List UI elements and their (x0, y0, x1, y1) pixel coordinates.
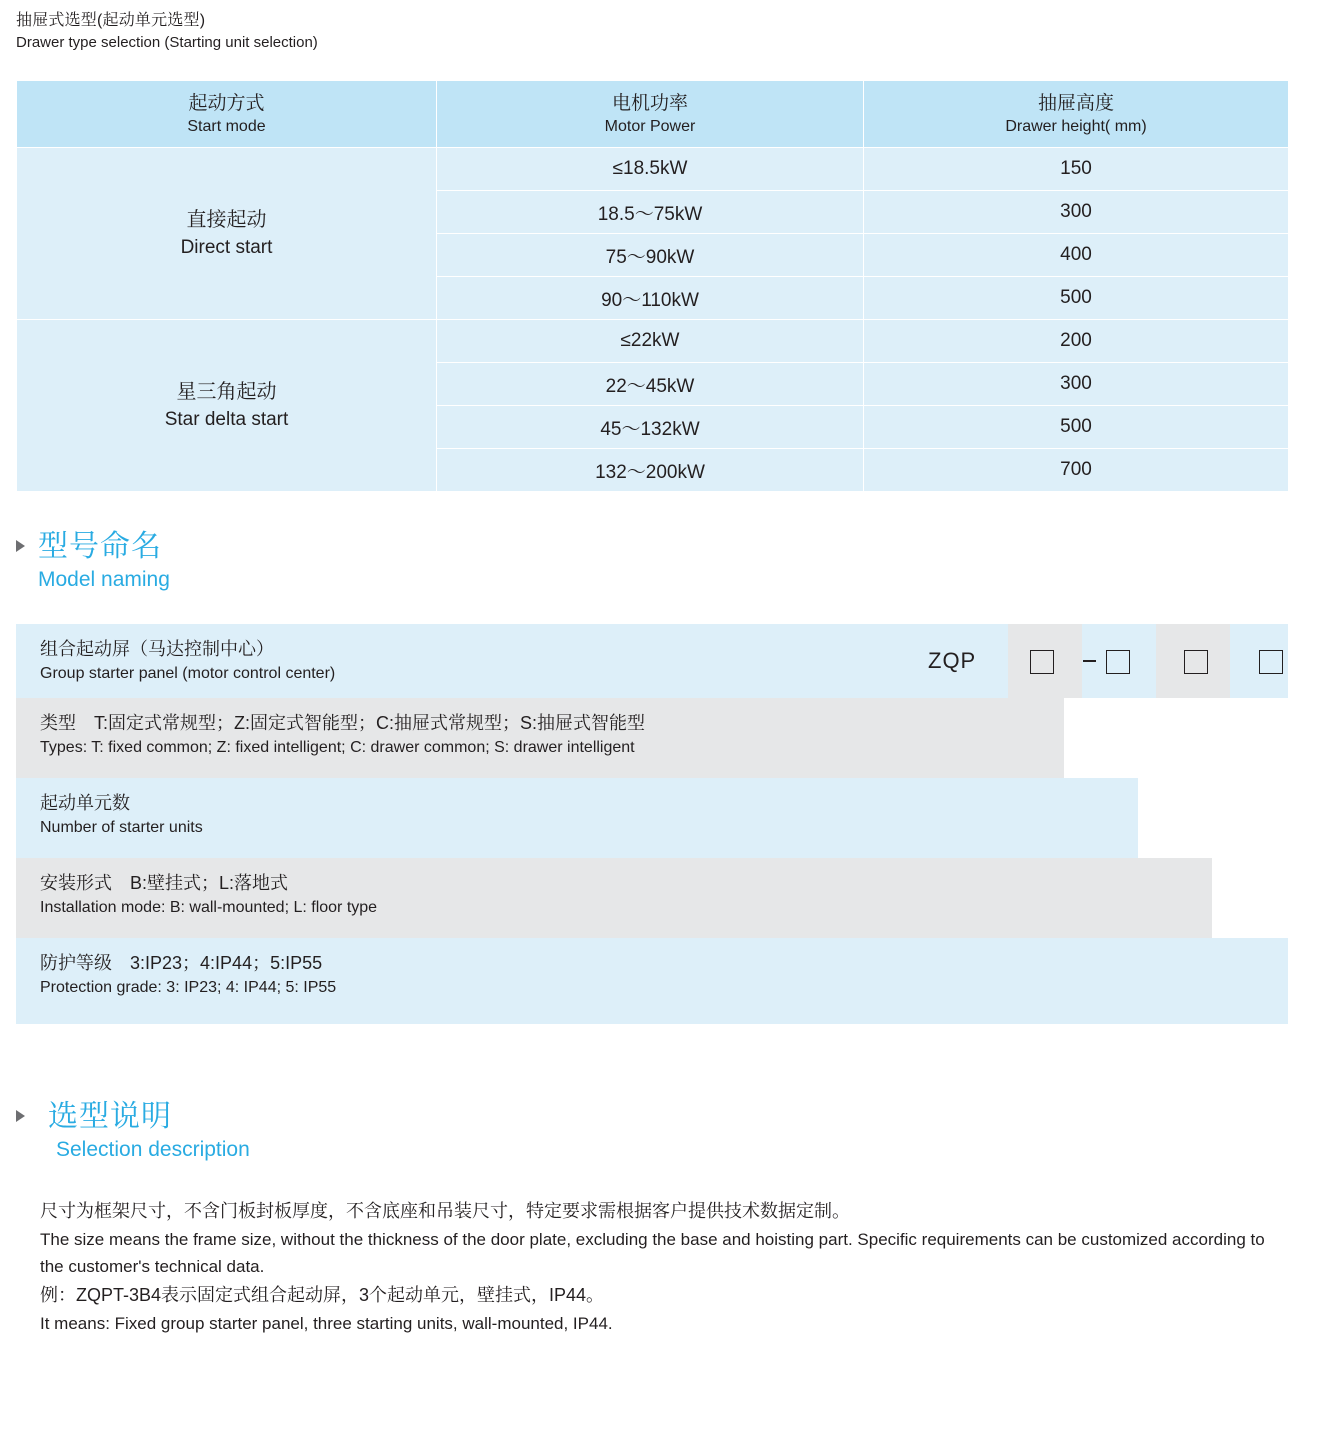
motor-power-value: 45～132kW (437, 406, 864, 449)
column-header-drawer-height: 抽屉高度 Drawer height( mm) (864, 81, 1289, 148)
code-box-type (1030, 650, 1054, 674)
motor-power-value: ≤18.5kW (437, 148, 864, 191)
model-code-prefix: ZQP (928, 648, 977, 673)
page-caption (16, 10, 816, 53)
naming-row-en: Types: T: fixed common; Z: fixed intelligent; C: drawer common; S: drawer intelligent (40, 739, 635, 756)
naming-row-cn: 防护等级 3:IP23；4:IP44；5:IP55 (40, 953, 323, 973)
drawer-height-value: 300 (864, 191, 1289, 234)
naming-row-installation (16, 858, 1212, 938)
naming-row-en: Protection grade: 3: IP23; 4: IP44; 5: IP55 (40, 979, 337, 996)
motor-power-value: 22～45kW (437, 363, 864, 406)
naming-row-cn: 起动单元数 (40, 793, 130, 813)
drawer-height-value: 700 (864, 449, 1289, 492)
naming-row-product (16, 624, 1288, 698)
drawer-height-value: 400 (864, 234, 1289, 277)
section-heading-cn: 选型说明 (48, 1100, 172, 1133)
description-line1-cn: 尺寸为框架尺寸，不含门板封板厚度，不含底座和吊装尺寸，特定要求需根据客户提供技术数据定制。 (40, 1201, 850, 1221)
motor-power-value: ≤22kW (437, 320, 864, 363)
table-header-row (17, 81, 1289, 148)
code-box-installation (1184, 650, 1208, 674)
section-heading-model-naming (16, 528, 170, 594)
triangle-right-icon (16, 540, 25, 552)
code-dash (1083, 660, 1096, 662)
drawer-height-value: 300 (864, 363, 1289, 406)
naming-row-cn: 安装形式 B:壁挂式；L:落地式 (40, 873, 289, 893)
page-caption-en: Drawer type selection (Starting unit selection) (16, 34, 318, 51)
description-line2-cn: 例：ZQPT-3B4表示固定式组合起动屏，3个起动单元，壁挂式，IP44。 (40, 1285, 605, 1305)
drawer-height-value: 200 (864, 320, 1289, 363)
naming-row-en: Group starter panel (motor control center) (40, 665, 336, 682)
code-box-protection (1259, 650, 1283, 674)
column-header-motor-power: 电机功率 Motor Power (437, 81, 864, 148)
motor-power-value: 18.5～75kW (437, 191, 864, 234)
selection-description-body (40, 1196, 1290, 1337)
motor-power-value: 132～200kW (437, 449, 864, 492)
motor-power-value: 90～110kW (437, 277, 864, 320)
start-mode-star-delta-start: 星三角起动 Star delta start (17, 320, 437, 492)
triangle-right-icon (16, 1110, 25, 1122)
naming-row-types (16, 698, 1064, 778)
naming-row-cn: 组合起动屏（马达控制中心） (40, 639, 274, 659)
naming-row-protection (16, 938, 1288, 1024)
section-heading-selection-description (16, 1098, 250, 1164)
start-mode-direct-start: 直接起动 Direct start (17, 148, 437, 320)
description-line1-en: The size means the frame size, without the thickness of the door plate, excluding the base and hoisting part. Specific requirements can be customized according to the customer's technical data. (40, 1230, 1265, 1276)
naming-row-en: Number of starter units (40, 819, 203, 836)
drawer-selection-table (16, 80, 1289, 492)
table-row (17, 148, 1289, 191)
column-header-start-mode: 起动方式 Start mode (17, 81, 437, 148)
model-naming-diagram (16, 624, 1288, 1024)
naming-row-en: Installation mode: B: wall-mounted; L: floor type (40, 899, 378, 916)
drawer-height-value: 500 (864, 406, 1289, 449)
drawer-height-value: 500 (864, 277, 1289, 320)
section-heading-cn: 型号命名 (38, 530, 162, 563)
naming-row-cn: 类型 T:固定式常规型；Z:固定式智能型；C:抽屉式常规型；S:抽屉式智能型 (40, 713, 646, 733)
page-caption-cn: 抽屉式选型(起动单元选型) (16, 12, 206, 29)
description-line2-en: It means: Fixed group starter panel, three starting units, wall-mounted, IP44. (40, 1314, 613, 1333)
table-row (17, 320, 1289, 363)
drawer-height-value: 150 (864, 148, 1289, 191)
section-heading-en: Selection description (56, 1138, 250, 1161)
naming-row-unit-count (16, 778, 1138, 858)
motor-power-value: 75～90kW (437, 234, 864, 277)
code-box-unit-count (1106, 650, 1130, 674)
section-heading-en: Model naming (38, 568, 170, 591)
